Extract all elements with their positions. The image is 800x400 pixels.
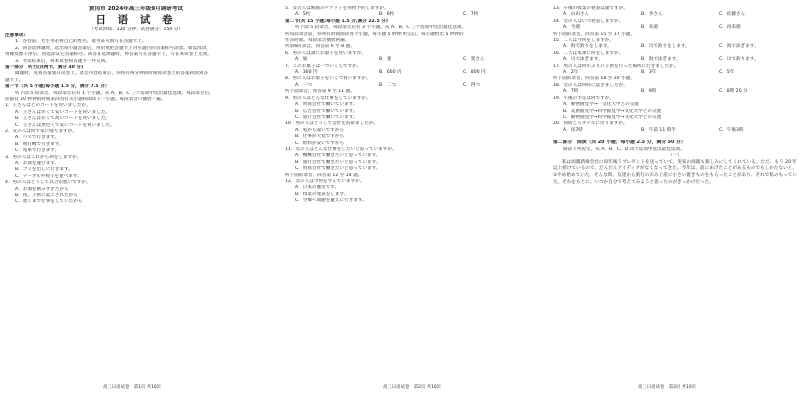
section2-desc: 听下面 5 段录音，每段录音后有 3 个小题。从 A、B、C 三个选项中选出最佳选项。: [295, 25, 467, 31]
option: B．夜、子供に起こされたから: [15, 193, 78, 199]
option: C．テーブルや椅子を並べます。: [15, 173, 82, 179]
option: A．動物園見学→一文化大学との交流: [563, 102, 639, 108]
question: 6．男の人は誰にお菓子を買いますか。: [285, 50, 367, 56]
question: 10．男の人はどうして会社を辞めましたか。: [285, 121, 379, 127]
question: 3．男の人はこれから何をしますか。: [5, 154, 82, 160]
option: C．旅行会社で働いています。: [295, 114, 358, 120]
question: 12．女の人は今何を学んでいますか。: [285, 178, 365, 184]
option: A．娘: [295, 57, 308, 63]
group-instruction: 听下面的录音，回答第 12 至 14 题。: [285, 172, 363, 178]
note-line: 1．答卷前，考生务必将自己的姓名、准考证号填写在答题卡上。: [15, 39, 147, 45]
options-row: [553, 89, 797, 95]
section2-desc: 听每段录音前，你将有时间阅读各个小题，每小题 5 秒钟;听完后，每小题给出 5 秒钟的: [285, 31, 464, 37]
passage-number: （一）: [668, 153, 682, 159]
option: C．5年: [719, 70, 735, 76]
option: A．海で釣りをします。: [563, 44, 612, 50]
part1-title: 第一部分 听力(共两节，满分 30 分): [5, 64, 84, 70]
option: A．2年: [563, 70, 579, 76]
section2-title: 第二节(共 15 小题;每小题 1.5 分,满分 22.5 分): [285, 18, 388, 24]
exam-meta: （考试时间：120 分钟；试卷满分：150 分）: [89, 26, 183, 32]
question: 19．午後の予定は何ですか。: [553, 95, 614, 101]
option: A．夜7時: [563, 127, 583, 133]
note-line: 用橡皮擦干净后，再选涂其它答案标号。回答非选择题时，将答案写在答题卡上。写在本试卷上无效。: [5, 52, 212, 58]
page-footer-1: 高三日语试卷 第1页 共10页: [103, 385, 162, 390]
options-row: [285, 57, 547, 63]
section2-desc: 作答时间。每段录音播放两遍。: [285, 38, 350, 44]
option: A．7時: [563, 89, 579, 95]
option: B．妻: [379, 57, 392, 63]
option: B．仕事が大変ですから: [295, 134, 345, 140]
option: A．貿易会社で働いています。: [295, 102, 358, 108]
option: C．800 円: [463, 70, 486, 76]
option: C．佐藤さん: [719, 12, 746, 18]
option: A．300 円: [295, 70, 318, 76]
option: B．9時: [641, 89, 657, 95]
page-column-2: [285, 6, 547, 386]
option: B．6枚: [379, 12, 395, 18]
option: B．広告会社で働いています。: [295, 108, 358, 114]
option: B．旅行会社で働きたいと思っています。: [295, 159, 381, 165]
exam-title: 日 语 试 卷: [95, 13, 177, 26]
options-row: [553, 57, 797, 63]
question: 9．男の人はどんな仕事をしていますか。: [285, 95, 371, 101]
option: A．川で泳ぎます。: [563, 57, 603, 63]
page-column-3: [553, 6, 797, 386]
option: A．家から遠いですから: [295, 127, 345, 133]
part1-desc: 题卡上。: [5, 77, 24, 83]
option: A．お酒を飲みすぎたから: [15, 186, 69, 192]
question: 5．女の人は映画のチケットを何枚予約しますか。: [285, 6, 389, 11]
option: C．海で泳ぎます。: [719, 44, 759, 50]
part1-desc: 做题时，先将答案划在试卷上。录音内容结束后，你将有两分钟的时间将试卷上的答案转涂到答: [15, 71, 208, 77]
option: A．お皿を運びます。: [15, 161, 60, 167]
question: 13．午後の授業の発表は誰ですか。: [553, 6, 628, 11]
option: A．日本の歴史です。: [295, 185, 340, 191]
option: B．飛行機で行きます。: [15, 141, 64, 147]
section1-desc: 你都有 10 秒钟的时间来回答有关小题和阅读下一小题。每段录音只播放一遍。: [5, 96, 166, 102]
option: B．李さん: [641, 12, 663, 18]
question: 8．男の人はお菓子をいくつ買いますか。: [285, 76, 371, 82]
question: 7．このお菓子は一ついくらですか。: [285, 63, 362, 69]
option: B．川で釣りをします。: [641, 44, 690, 50]
group-instruction: 听第6段录音，回答第 6 至 8 题。: [285, 44, 355, 50]
page-footer-2: 高三日语试卷 第2页 共10页: [383, 385, 442, 390]
group-instruction: 听下面录音，回答第 9 至 11 题。: [285, 89, 355, 95]
group-instruction: 听下面的录音，回答第 18 至 20 小题。: [553, 76, 635, 82]
option: C．給料が安いですから: [295, 140, 345, 146]
note-line: 2．回答选择题时，选出每小题答案后，用铅笔把答题卡上对应题目的答案标号涂黑。如需改动，: [15, 45, 211, 51]
question: 4．男の人はどうして具合が悪いですか。: [5, 180, 91, 186]
question: 15．二人は今何をしますか。: [553, 38, 614, 44]
question: 16．二人は本番に何をしますか。: [553, 50, 624, 56]
group-instruction: 听下面的录音，回答第 15 至 17 小题。: [553, 31, 635, 37]
option: B．二つ: [379, 82, 396, 88]
option: B．来週: [641, 25, 658, 31]
option: C．再来週: [719, 25, 741, 31]
page-column-1: [5, 6, 267, 386]
option: B．授業の発表をします。: [295, 191, 349, 197]
options-row: [553, 25, 797, 31]
option: C．電車で行きます。: [15, 148, 60, 154]
question: 1．王さんはどのコートを買いましたか。: [5, 103, 91, 109]
options-row: [553, 128, 797, 134]
question: 17．男の人は何年ぶりに子供を行った場所に行きましたか。: [553, 63, 679, 69]
option: A．山田さん: [563, 12, 590, 18]
option: B．600 円: [379, 70, 402, 76]
option: B．3年: [641, 70, 657, 76]
option: C．王さんは黒色くて安いコートを買いました。: [15, 122, 115, 128]
question: 20．何時ごろホテルに戻りますか。: [553, 121, 628, 127]
part2-title: 第二部分 阅读（共 20 小题；每小题 2.5 分，满分 50 分）: [553, 140, 686, 146]
option: C．動物園見学→科学館見学→文化大学との交流: [563, 114, 662, 120]
section1-title: 第一节（共 5 小题;每小题 1.5 分，满分 7.5 分）: [5, 84, 110, 90]
option: A．機械会社で働きたいと思っています。: [295, 153, 381, 159]
question: 18．女の人は何時に起きましたか。: [553, 82, 628, 88]
option: B．王さんは赤くて高いコートを買いました。: [15, 116, 111, 122]
options-row: [285, 12, 547, 18]
question: 2．女の人は何で家に帰りますか。: [5, 129, 77, 134]
option: A．一つ: [295, 82, 312, 88]
notes-title: 注意事项:: [5, 32, 26, 38]
part2-desc: 阅读下列短文，从 A、B、C、D 四个选项中选出最佳选项。: [563, 146, 685, 152]
option: C．遅くまで仕事をしていたから: [15, 199, 83, 205]
option: A．5枚: [295, 12, 311, 18]
option: C．貿易会社で働きたいと思っています。: [295, 166, 381, 172]
option: B．午前 11 時半: [641, 127, 676, 133]
page-footer-3: 高三日语试卷 第3页 共10页: [638, 385, 697, 390]
option: C．7枚: [463, 12, 479, 18]
option: B．海で泳ぎます。: [641, 57, 681, 63]
option: B．美術館見学→科学館見学→文化大学との交流: [563, 108, 662, 114]
option: A．バスで行きます。: [15, 135, 60, 141]
question: 11．女の人はどんな仕事をしたいと思っていますか。: [285, 146, 397, 152]
option: C．川で釣ります。: [719, 57, 759, 63]
option: A．王さんは赤くて安いコートを買いました。: [15, 109, 111, 115]
note-line: 3．考试结束后，将本试卷和答题卡一并交回。: [15, 58, 110, 64]
section1-desc: 听下面 5 段录音，每段录音后有 1 个小题，从 A、B、C 三个选项中选出最佳选项。每段录音后，: [15, 90, 214, 96]
reading-passage: 私は両親新婦会社に毎年後うプレゼントを送っていて、実家の両親も楽しみにしてくれている。ただ、もう 20 年以上続けているので、だんだんアイディアがなくなってきた。今年は、前にあげたことがあるものでもしかたないと、①やめ始めていた。そんな時、友達から旅行のおみ上産に小さい置きものをもらったことがあり、それで私のもっていた。それをもとに、いつか自分で考えてみようと思ったのがきっかけだった。: [553, 159, 797, 185]
option: C．奥さん: [463, 57, 485, 63]
options-row: [553, 44, 797, 50]
option: A．今週: [563, 25, 580, 31]
options-row: [553, 12, 797, 18]
exam-header: 黄冈市 2024年高三年级9月调研考试: [88, 6, 184, 12]
question: 14．女の人はいつ発表しますか。: [553, 18, 624, 24]
option: B．ゴミを出しに行きます。: [15, 167, 73, 173]
option: C．午後3時: [719, 127, 744, 133]
option: C．空爆へ問題を避えに行きます。: [295, 198, 367, 204]
option: C．四つ: [463, 82, 480, 88]
option: C．8時 20 分: [719, 89, 748, 95]
